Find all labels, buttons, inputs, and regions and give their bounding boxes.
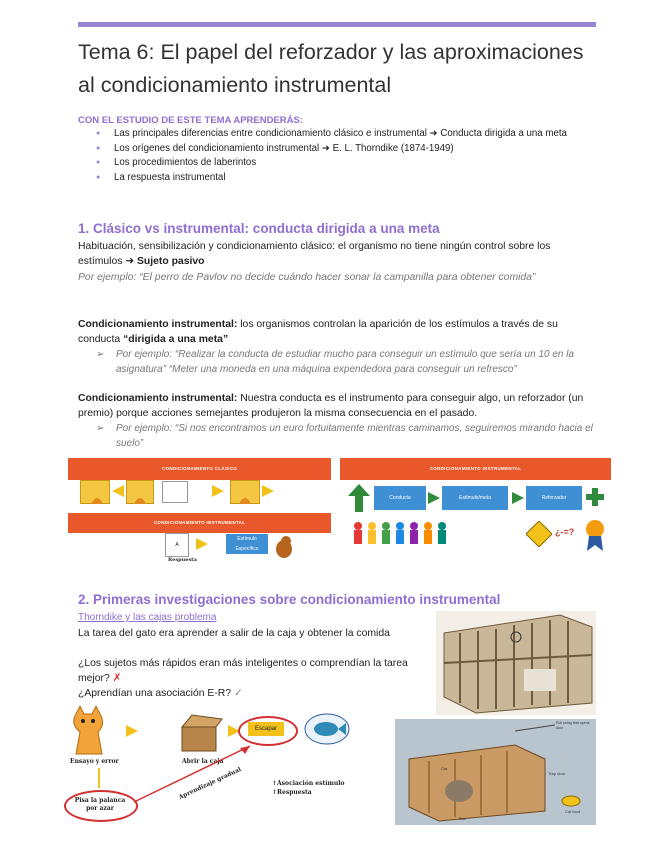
- section1-example2: [96, 347, 616, 377]
- cross-mark-icon: ✗: [112, 673, 122, 684]
- children-group-icon: [350, 520, 462, 552]
- escape-label: Escapar: [248, 722, 284, 736]
- instrumental-banner-right: CONDICIONAMIENTO INSTRUMENTAL: [340, 458, 611, 480]
- arrow-bullet-icon: ➢: [96, 349, 105, 360]
- top-accent-bar: [78, 22, 596, 27]
- stimulus-box: [278, 481, 298, 501]
- pull-string-label: Pull string that opens door: [556, 721, 590, 730]
- arrow-icon: [262, 485, 274, 497]
- section2-paragraph3: [78, 686, 418, 701]
- award-ribbon-icon: [584, 518, 606, 552]
- learn-heading: CON EL ESTUDIO DE ESTE TEMA APRENDERÁS:: [78, 115, 304, 126]
- paragraph-text: Habituación, sensibilización y condicionamiento clásico: el organismo no tiene ningún control sobre los estímulos ➜: [78, 241, 551, 267]
- down-arrow-line: [98, 768, 100, 788]
- section1-paragraph3: [78, 391, 588, 421]
- learn-list: [96, 127, 601, 185]
- page-title: Tema 6: El papel del reforzador y las aproximaciones al condicionamiento instrumental: [78, 40, 584, 97]
- increase-response-label: ↑Respuesta: [272, 789, 312, 796]
- list-item: ● Las principales diferencias entre condicionamiento clásico e instrumental ➜ Conducta dirigida a una meta: [96, 127, 601, 142]
- specific-stimulus-box: Estímulo Específico: [226, 534, 268, 554]
- arrow-icon: [112, 485, 124, 497]
- paragraph-bold: “dirigida a una meta”: [123, 334, 229, 345]
- box-label: Box: [459, 816, 466, 821]
- learning-label: Aprendizaje gradual: [177, 765, 243, 802]
- bell-icon: [236, 492, 254, 506]
- list-item: ● Los orígenes del condicionamiento instrumental ➜ E. L. Thorndike (1874-1949): [96, 142, 601, 157]
- section1-paragraph1: [78, 239, 583, 269]
- behavior-box: Conducta: [374, 486, 426, 510]
- cat-food-label: Cat food: [565, 809, 581, 814]
- cat-label: Cat: [441, 766, 448, 771]
- rectangle-a: A: [165, 533, 189, 557]
- list-item: ● Los procedimientos de laberintos: [96, 156, 601, 171]
- section2-paragraph1: La tarea del gato era aprender a salir de la caja y obtener la comida: [78, 628, 390, 639]
- plus-icon: [586, 488, 604, 506]
- dog-icon: [272, 534, 296, 560]
- question-cue: ¿-=?: [555, 527, 575, 537]
- stimulus-box: [162, 481, 188, 503]
- thorndike-link[interactable]: Thorndike y las cajas problema: [78, 612, 217, 623]
- paragraph-text: los organismos controlan la aparición de los estímulos a través de su conducta: [78, 319, 558, 345]
- section1-heading: 1. Clásico vs instrumental: conducta dirigida a una meta: [78, 221, 440, 236]
- trap-door-label: Trap door: [548, 771, 566, 776]
- up-arrow-icon: [348, 484, 370, 512]
- puzzle-box-photo: [436, 611, 596, 715]
- classical-banner: CONDICIONAMIENTO CLÁSICO: [68, 458, 331, 480]
- instrumental-banner: CONDICIONAMIENTO INSTRUMENTAL: [68, 513, 331, 533]
- arrow-icon: [126, 725, 138, 737]
- fish-icon: [304, 713, 350, 745]
- bell-icon: [131, 492, 149, 506]
- paragraph-text: ¿Aprendían una asociación E-R?: [78, 688, 234, 699]
- paragraph-bold: Condicionamiento instrumental:: [78, 319, 238, 330]
- paragraph-bold: Condicionamiento instrumental:: [78, 393, 238, 404]
- section2-paragraph2: [78, 656, 423, 686]
- example-text: Por ejemplo: “Realizar la conducta de estudiar mucho para conseguir un estímulo que sería un 10 en la asignatura” “Meter una moneda en una máquina expendedora para conseguir un refresco”: [116, 349, 575, 375]
- paragraph-text: ¿Los sujetos más rápidos eran más inteligentes o comprendían la tarea mejor?: [78, 658, 408, 684]
- list-item: ● La respuesta instrumental: [96, 171, 601, 186]
- arrow-icon: [428, 492, 440, 504]
- section1-example3: [96, 421, 616, 451]
- warning-sign-icon: [526, 521, 552, 547]
- example-text: Por ejemplo: “Si nos encontramos un euro fortuitamente mientras caminamos, seguiremos mirando hacia el suelo”: [116, 423, 593, 449]
- reinforcer-box: Reforzador: [526, 486, 582, 510]
- open-box-label: Abrir la caja: [182, 758, 224, 765]
- arrow-icon: [512, 492, 524, 504]
- trial-error-label: Ensayo y error: [70, 758, 119, 765]
- arrow-icon: [196, 538, 208, 550]
- section2-heading: 2. Primeras investigaciones sobre condicionamiento instrumental: [78, 592, 501, 607]
- lever-label: Pisa la palanca por azar: [74, 797, 126, 812]
- cat-icon: [68, 706, 112, 756]
- bell-icon: [88, 492, 106, 506]
- check-mark-icon: ✓: [233, 688, 243, 699]
- paragraph-text: Nuestra conducta es el instrumento para conseguir algo, un reforzador (un premio) porque acciones semejantes produjeron la misma consecuencia en el pasado.: [78, 393, 584, 419]
- goal-box: Estímulo/meta: [442, 486, 508, 510]
- response-label: Respuesta: [168, 557, 197, 563]
- paragraph-bold: Sujeto pasivo: [136, 256, 205, 267]
- increase-association-label: ↑Asociación estímulo: [272, 780, 345, 787]
- section1-example1: Por ejemplo: “El perro de Pavlov no decide cuándo hacer sonar la campanilla para obtener comida”: [78, 272, 536, 283]
- arrow-bullet-icon: ➢: [96, 423, 105, 434]
- section1-paragraph2: [78, 317, 583, 347]
- arrow-icon: [212, 485, 224, 497]
